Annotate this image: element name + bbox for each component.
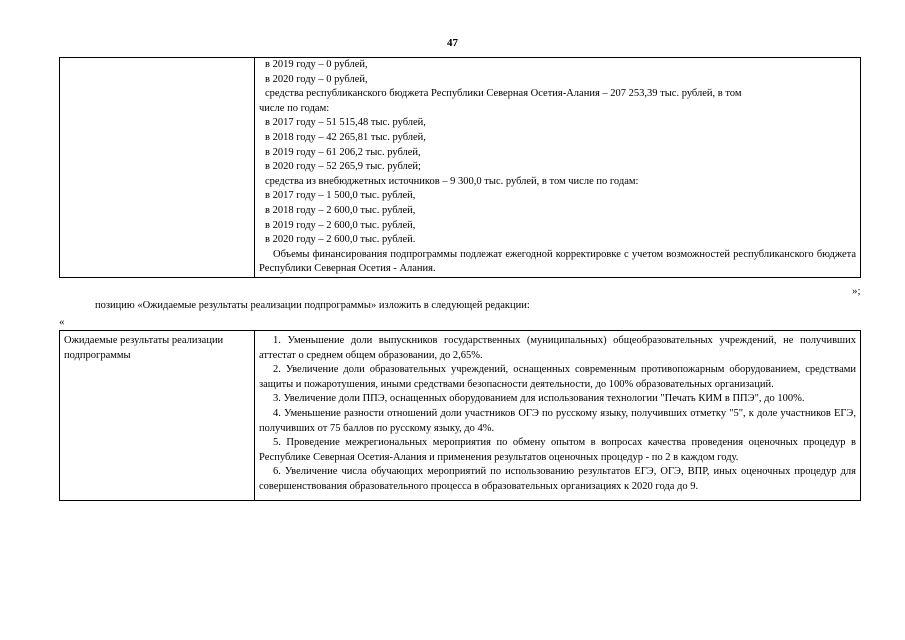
funding-line: в 2017 году – 1 500,0 тыс. рублей, (265, 190, 416, 202)
result-item: 6. Увеличение числа обучающих мероприятий по использованию результатов ЕГЭ, ОГЭ, ВПР, иных оценочных процедур для совершенствования образовательного процесса в образовательных организациях к 2020 года до 9. (259, 466, 856, 492)
funding-table-left-cell (60, 58, 255, 278)
funding-line: в 2019 году – 2 600,0 тыс. рублей, (265, 219, 416, 231)
funding-line: в 2019 году – 61 206,2 тыс. рублей, (265, 146, 421, 158)
funding-line: в 2018 году – 42 265,81 тыс. рублей, (265, 131, 426, 143)
result-item: 4. Уменьшение разности отношений доли участников ОГЭ по русскому языку, получивших отметку "5", к доле участников ЕГЭ, получивших от 75 баллов по русскому языку, до 4%. (259, 407, 856, 434)
closing-quote: »; (852, 285, 861, 297)
page-number: 47 (447, 37, 458, 49)
results-table-label: Ожидаемые результаты реализации подпрограммы (60, 331, 255, 501)
intro-text: позицию «Ожидаемые результаты реализации подпрограммы» изложить в следующей редакции: (95, 300, 530, 311)
funding-line: числе по годам: (259, 102, 330, 114)
funding-line: средства республиканского бюджета Республики Северная Осетия-Алания – 207 253,39 тыс. рублей, в том (265, 88, 742, 100)
funding-line: в 2019 году – 0 рублей, (265, 59, 368, 70)
funding-final-paragraph: Объемы финансирования подпрограммы подлежат ежегодной корректировке с учетом возможностей республиканского бюджета Республики Северная Осетия - Алания. (259, 248, 856, 275)
funding-line: в 2017 году – 51 515,48 тыс. рублей, (265, 117, 426, 129)
funding-line: в 2018 году – 2 600,0 тыс. рублей, (265, 204, 416, 216)
result-item: 5. Проведение межрегиональных мероприятия по обмену опытом в вопросах качества проведения оценочных процедур в Республике Северная Осетия-Алания и применения результатов оценочных процедур - по 2 в каждом году. (259, 437, 856, 463)
funding-line: в 2020 году – 0 рублей, (265, 73, 368, 85)
funding-line: в 2020 году – 2 600,0 тыс. рублей. (265, 234, 416, 246)
results-table (59, 330, 861, 501)
result-item: 1. Уменьшение доли выпускников государственных (муниципальных) общеобразовательных учреждений, не получивших аттестат о среднем общем образовании, до 2,65%. (259, 335, 856, 361)
opening-quote: « (59, 316, 65, 328)
results-table-content (255, 331, 861, 501)
funding-line: средства из внебюджетных источников – 9 300,0 тыс. рублей, в том числе по годам: (265, 175, 639, 187)
funding-table (59, 57, 861, 278)
funding-line: в 2020 году – 52 265,9 тыс. рублей; (265, 161, 421, 173)
result-item: 2. Увеличение доли образовательных учреждений, оснащенных современным противопожарным оборудованием, средствами защиты и пожаротушения, иными средствами безопасности деятельности, до 100% образовательных организаций. (259, 364, 856, 390)
result-item: 3. Увеличение доли ППЭ, оснащенных оборудованием для использования технологии "Печать КИМ в ППЭ", до 100%. (273, 393, 805, 405)
funding-table-right-cell (255, 58, 861, 278)
